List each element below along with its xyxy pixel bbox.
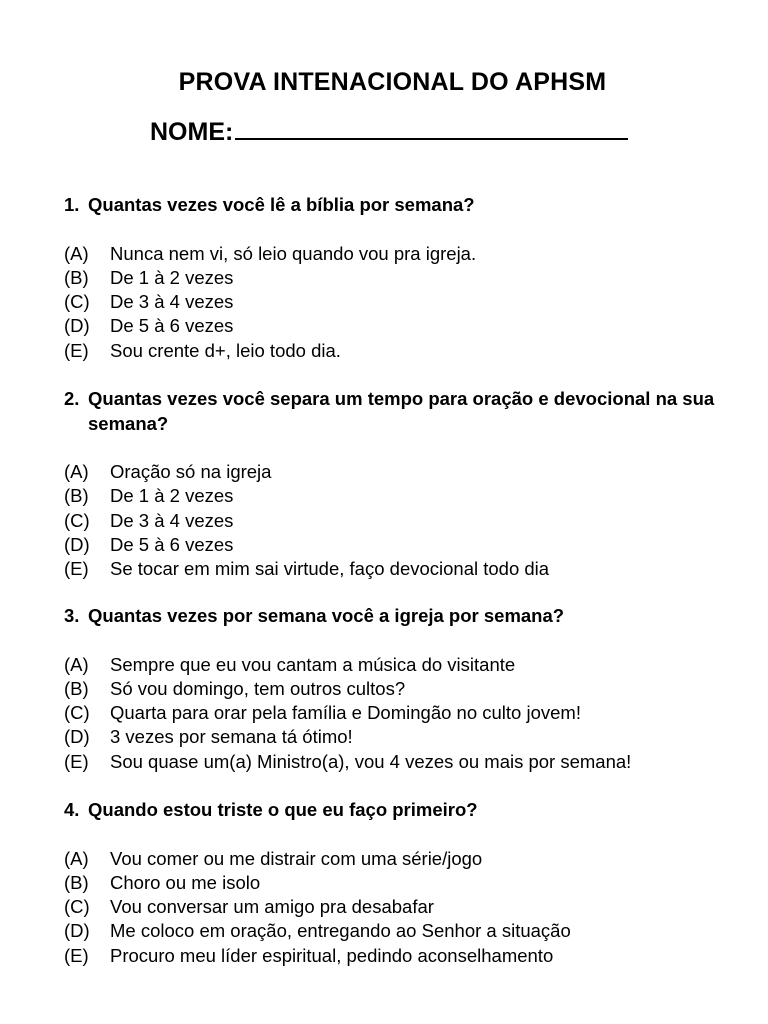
question-4 <box>64 798 754 968</box>
option-letter: (E) <box>64 558 89 580</box>
option-text: Me coloco em oração, entregando ao Senhor a situação <box>110 920 571 942</box>
answer-option-c <box>64 895 754 919</box>
option-letter: (C) <box>64 291 90 313</box>
option-letter: (C) <box>64 509 90 531</box>
option-letter: (D) <box>64 315 90 337</box>
answer-option-a <box>64 653 754 677</box>
answer-options <box>64 653 754 774</box>
option-letter: (B) <box>64 677 89 699</box>
answer-option-e <box>64 944 754 968</box>
option-letter: (E) <box>64 339 89 361</box>
option-text: Se tocar em mim sai virtude, faço devocional todo dia <box>110 558 550 580</box>
option-text: De 5 à 6 vezes <box>110 533 234 555</box>
option-text: De 1 à 2 vezes <box>110 485 234 507</box>
answer-options <box>64 242 754 363</box>
option-letter: (C) <box>64 896 90 918</box>
option-letter: (D) <box>64 726 90 748</box>
question-text: Quando estou triste o que eu faço primeiro? <box>88 799 478 820</box>
option-letter: (A) <box>64 653 89 675</box>
option-text: De 3 à 4 vezes <box>110 291 234 313</box>
question-number: 1. <box>64 194 80 215</box>
option-letter: (B) <box>64 266 89 288</box>
question-prompt <box>64 387 754 436</box>
name-field-row <box>150 114 628 147</box>
answer-option-b <box>64 484 754 508</box>
option-text: Procuro meu líder espiritual, pedindo aconselhamento <box>110 944 554 966</box>
answer-option-c <box>64 701 754 725</box>
name-blank-line <box>235 114 628 140</box>
name-label: NOME: <box>150 118 234 146</box>
answer-option-d <box>64 725 754 749</box>
answer-option-a <box>64 847 754 871</box>
answer-option-a <box>64 242 754 266</box>
option-letter: (A) <box>64 242 89 264</box>
answer-option-e <box>64 557 754 581</box>
option-text: Oração só na igreja <box>110 461 272 482</box>
answer-option-e <box>64 750 754 774</box>
option-letter: (E) <box>64 750 89 772</box>
option-text: Vou comer ou me distrair com uma série/jogo <box>110 847 483 869</box>
option-text: De 3 à 4 vezes <box>110 509 234 531</box>
answer-option-d <box>64 919 754 943</box>
option-letter: (B) <box>64 871 89 893</box>
option-letter: (C) <box>64 702 90 724</box>
option-letter: (D) <box>64 920 90 942</box>
option-letter: (A) <box>64 461 89 482</box>
question-number: 2. <box>64 388 80 409</box>
option-text: Sempre que eu vou cantam a música do visitante <box>110 653 516 675</box>
answer-options <box>64 847 754 968</box>
question-2 <box>64 387 754 581</box>
option-text: Vou conversar um amigo pra desabafar <box>110 896 434 918</box>
answer-option-d <box>64 314 754 338</box>
option-text: Nunca nem vi, só leio quando vou pra igreja. <box>110 242 477 264</box>
question-text: Quantas vezes você separa um tempo para oração e devocional na sua semana? <box>88 388 715 434</box>
option-text: Só vou domingo, tem outros cultos? <box>110 677 406 699</box>
question-prompt <box>64 604 754 629</box>
option-letter: (E) <box>64 944 89 966</box>
answer-option-e <box>64 339 754 363</box>
answer-option-a <box>64 460 754 484</box>
question-text: Quantas vezes por semana você a igreja por semana? <box>88 605 565 626</box>
answer-option-c <box>64 509 754 533</box>
option-text: Sou crente d+, leio todo dia. <box>110 339 341 361</box>
answer-option-d <box>64 533 754 557</box>
option-text: 3 vezes por semana tá ótimo! <box>110 726 353 748</box>
answer-option-b <box>64 677 754 701</box>
option-text: Sou quase um(a) Ministro(a), vou 4 vezes ou mais por semana! <box>110 750 632 772</box>
question-number: 4. <box>64 799 80 820</box>
answer-option-b <box>64 871 754 895</box>
option-letter: (D) <box>64 533 90 555</box>
option-text: De 1 à 2 vezes <box>110 266 234 288</box>
answer-option-b <box>64 266 754 290</box>
option-text: Quarta para orar pela família e Domingão no culto jovem! <box>110 702 581 724</box>
answer-option-c <box>64 290 754 314</box>
option-letter: (A) <box>64 847 89 869</box>
question-1 <box>64 193 754 363</box>
answer-options <box>64 460 754 581</box>
question-prompt <box>64 193 754 218</box>
question-3 <box>64 604 754 774</box>
question-prompt <box>64 798 754 823</box>
question-number: 3. <box>64 605 80 626</box>
option-text: Choro ou me isolo <box>110 871 261 893</box>
exam-title: PROVA INTENACIONAL DO APHSM <box>178 68 607 96</box>
question-text: Quantas vezes você lê a bíblia por semana? <box>88 194 475 215</box>
option-text: De 5 à 6 vezes <box>110 315 234 337</box>
option-letter: (B) <box>64 485 89 507</box>
